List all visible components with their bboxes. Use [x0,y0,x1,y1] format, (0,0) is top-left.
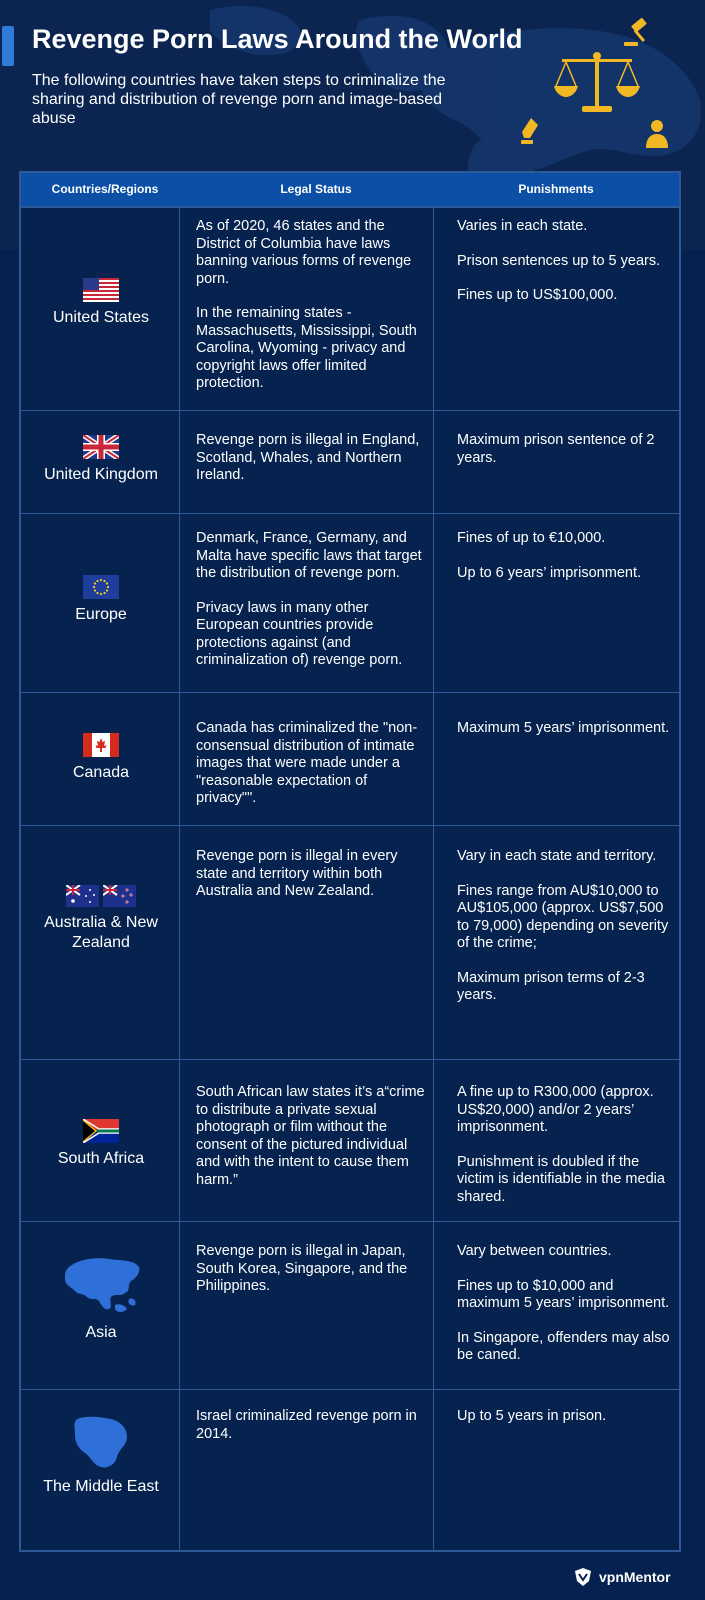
punishment-text: Fines of up to €10,000. [457,530,606,546]
vpnmentor-logo [573,1566,671,1588]
punishment-text: Punishment is doubled if the victim is identifiable in the media shared. [457,1153,665,1205]
scales-of-justice-icon [552,46,642,116]
punishment-text: Fines range from AU$10,000 to AU$105,000 (approx. US$7,500 to 79,000) depending on severity of the crime; [457,882,669,951]
legal-status-cell [196,1084,426,1189]
table-row-australia-new-zealand [21,885,181,953]
column-divider [179,206,180,1552]
logo-text: vpnMentor [599,1569,671,1585]
legal-status-cell [196,848,426,901]
vpnmentor-logo-icon [573,1567,593,1587]
punishment-text: Maximum 5 years’ imprisonment. [457,720,670,736]
uk-flag [83,435,119,459]
punishment-text: Maximum prison sentence of 2 years. [457,432,655,466]
legal-status-text: In the remaining states - Massachusetts, Mississippi, South Carolina, Wyoming - privacy and copyright laws offer limited protection. [196,305,417,391]
region-name: Australia & New Zealand [44,914,158,951]
legal-status-cell [196,218,426,393]
legal-status-text: Canada has criminalized the "non-consensual distribution of intimate images that were made under a "reasonable expectation of privacy"". [196,720,418,806]
legal-status-cell [196,720,426,808]
legal-status-text: Privacy laws in many other European countries provide protections against (and criminalization of) revenge porn. [196,599,403,668]
table-row-europe [21,575,181,625]
row-divider [21,1389,679,1390]
legal-status-cell [196,432,426,485]
punishments-cell [457,530,672,582]
table-header [21,173,679,208]
punishment-text: Prison sentences up to 5 years. [457,252,661,269]
south-africa-flag [83,1119,119,1143]
column-divider [433,206,434,1552]
new-zealand-flag [103,885,136,907]
gavel-icon [622,18,656,48]
punishment-text: Fines up to US$100,000. [457,287,618,303]
punishment-text: Varies in each state. [457,218,588,234]
punishment-text: Up to 6 years’ imprisonment. [457,564,642,581]
us-flag [83,278,119,302]
australia-and-new-zealand-flags [21,885,181,907]
punishments-cell [457,720,672,738]
row-divider [21,692,679,693]
legal-status-text: Israel criminalized revenge porn in 2014. [196,1408,417,1442]
column-header-regions: Countries/Regions [51,182,159,196]
accent-bar [2,26,14,66]
judge-icon [644,118,670,148]
row-divider [21,825,679,826]
punishment-text: A fine up to R300,000 (approx. US$20,000) and/or 2 years’ imprisonment. [457,1084,654,1135]
region-name: Asia [85,1324,117,1341]
punishment-text: Maximum prison terms of 2-3 years. [457,969,645,1003]
row-divider [21,410,679,411]
row-divider [21,1059,679,1060]
legal-status-text: Revenge porn is illegal in England, Scotland, Whales, and Northern Ireland. [196,432,420,483]
eu-flag [83,575,119,599]
table-row-middle-east [21,1413,181,1497]
row-divider [21,1221,679,1222]
table-row-united-kingdom [21,435,181,485]
region-name: Europe [75,606,127,623]
punishments-cell [457,432,672,467]
column-header-punishments: Punishments [518,182,594,196]
punishments-cell [457,848,672,1005]
legal-status-text: South African law states it’s a“crime to distribute a private sexual photograph or film without the consent of the pictured individual and with the intent to cause them harm.” [196,1084,425,1188]
region-name: The Middle East [43,1478,159,1495]
region-name: South Africa [57,1150,145,1167]
punishment-text: Fines up to $10,000 and maximum 5 years’ imprisonment. [457,1277,670,1311]
punishments-cell [457,1243,672,1365]
punishments-cell [457,1408,672,1426]
punishments-cell [457,218,672,305]
table-row-canada [21,733,181,783]
middle-east-map-icon [71,1413,131,1471]
punishment-text: In Singapore, offenders may also be caned. [457,1329,670,1363]
legal-status-cell [196,1408,426,1443]
legal-status-text: Revenge porn is illegal in every state and territory within both Australia and New Zealand. [196,848,398,899]
region-name: Canada [72,764,130,781]
canada-flag [83,733,119,757]
table-row-south-africa [21,1119,181,1169]
pen-icon [518,116,544,146]
table-row-united-states [21,278,181,328]
asia-map-icon [61,1253,141,1317]
legal-status-text: As of 2020, 46 states and the District of Columbia have laws banning various forms of revenge porn. [196,218,412,287]
punishment-text: Up to 5 years in prison. [457,1408,607,1424]
page-subtitle: The following countries have taken steps to criminalize the sharing and distribution of revenge porn and image-based abuse [32,72,446,127]
region-name: United Kingdom [44,466,158,483]
legal-status-cell [196,1243,426,1296]
punishment-text: Vary in each state and territory. [457,848,657,864]
punishments-cell [457,1084,672,1206]
region-name: United States [52,309,150,326]
laws-table [19,171,681,1552]
row-divider [21,513,679,514]
australia-flag [66,885,99,907]
table-row-asia [21,1253,181,1343]
page-title: Revenge Porn Laws Around the World [32,24,523,54]
legal-status-text: Denmark, France, Germany, and Malta have specific laws that target the distribution of revenge porn. [196,530,422,581]
legal-status-cell [196,530,426,670]
punishment-text: Vary between countries. [457,1243,612,1259]
column-header-legal-status: Legal Status [280,182,352,196]
legal-status-text: Revenge porn is illegal in Japan, South Korea, Singapore, and the Philippines. [196,1243,408,1294]
